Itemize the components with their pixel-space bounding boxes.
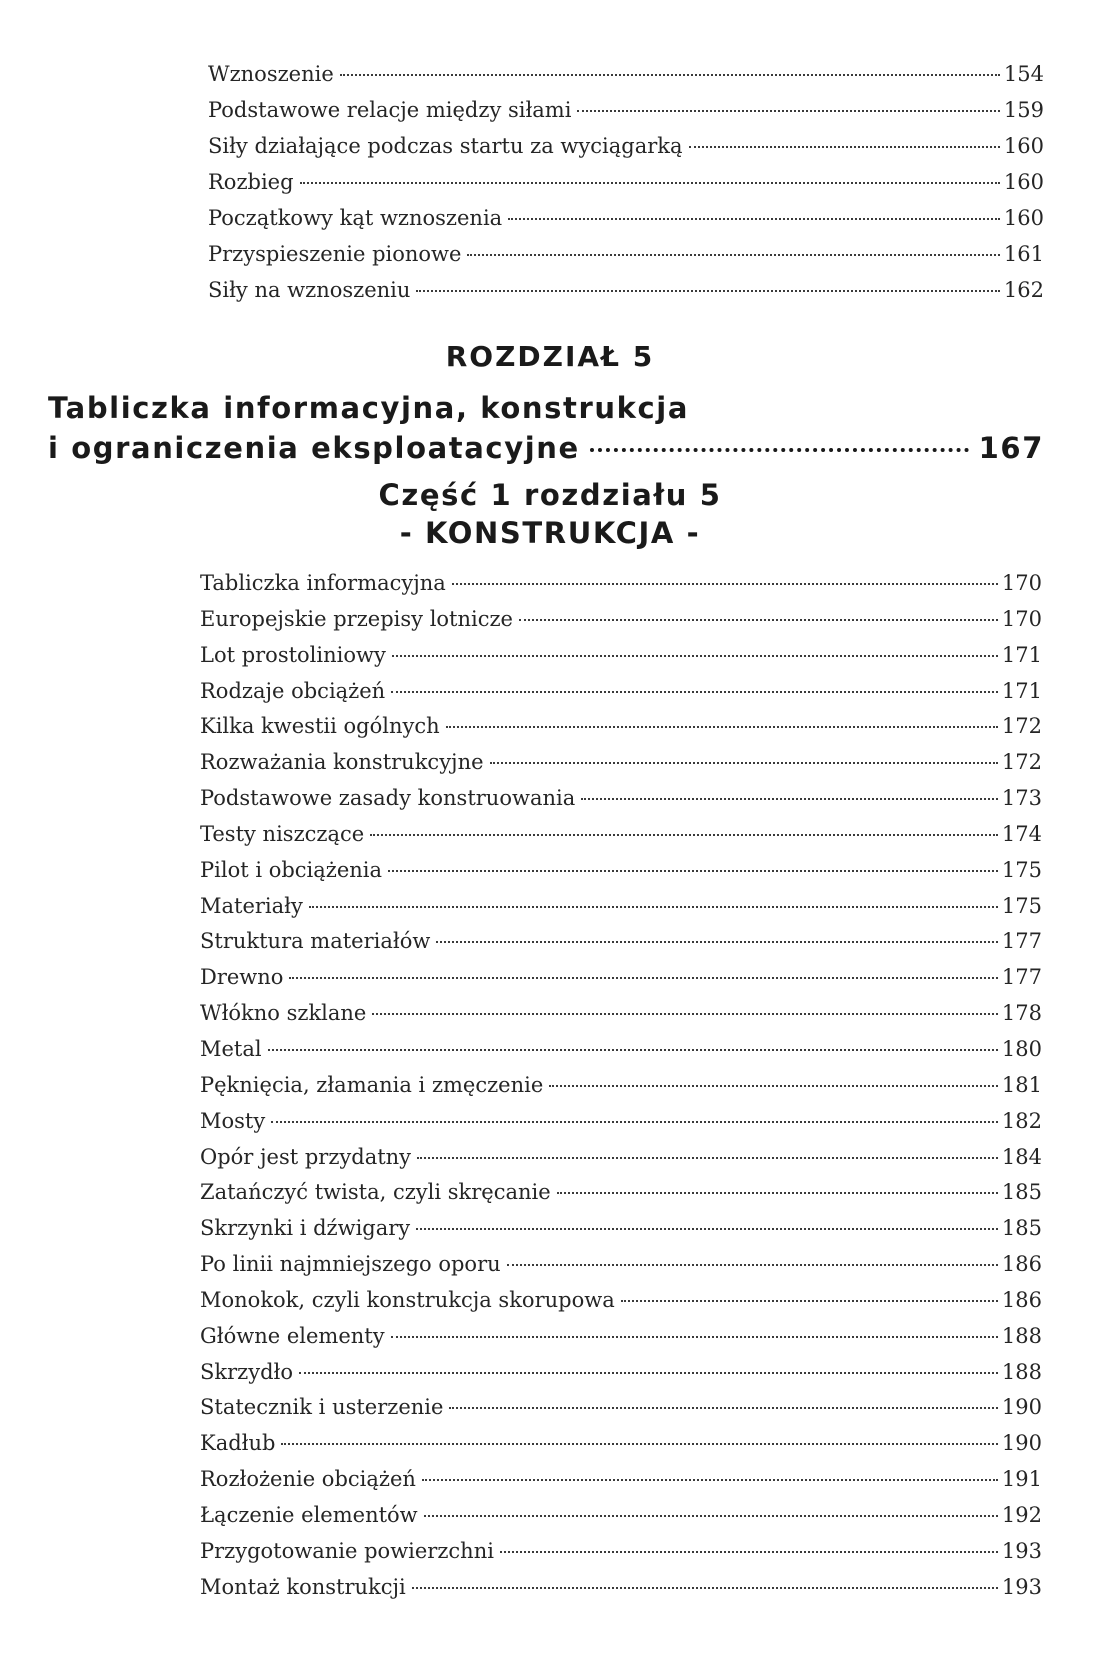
toc-entry-title: Po linii najmniejszego oporu <box>200 1252 501 1277</box>
toc-entry-page-number: 172 <box>1001 714 1042 739</box>
toc-leader-dots <box>340 74 1000 76</box>
toc-entry-title: Zatańczyć twista, czyli skręcanie <box>200 1180 551 1205</box>
toc-entry-page-number: 174 <box>1001 821 1042 846</box>
toc-entry <box>200 817 1042 853</box>
toc-entry-title: Przyspieszenie pionowe <box>208 242 462 266</box>
toc-entry <box>200 1355 1042 1391</box>
toc-leader-dots <box>416 290 999 292</box>
toc-entry <box>200 709 1042 745</box>
part-heading-line2: - KONSTRUKCJA - <box>399 516 701 550</box>
toc-entry <box>200 745 1042 781</box>
toc-entry-page-number: 172 <box>1001 750 1042 775</box>
toc-entry-title: Podstawowe relacje między siłami <box>208 98 572 122</box>
toc-list-construction <box>200 566 1042 1605</box>
toc-entry <box>200 960 1042 996</box>
toc-entry-title: Rozważania konstrukcyjne <box>200 750 484 775</box>
toc-entry-title: Siły na wznoszeniu <box>208 278 411 302</box>
toc-entry-title: Tabliczka informacyjna <box>200 571 446 595</box>
toc-entry-page-number: 170 <box>1001 606 1042 631</box>
toc-leader-dots <box>392 655 998 657</box>
toc-leader-dots <box>424 1515 998 1517</box>
toc-entry-page-number: 171 <box>1001 642 1042 667</box>
toc-entry <box>200 1032 1042 1068</box>
toc-leader-dots <box>490 762 998 764</box>
toc-entry-page-number: 159 <box>1003 98 1044 122</box>
toc-entry <box>200 853 1042 889</box>
toc-entry <box>208 236 1044 272</box>
toc-leader-dots <box>467 254 999 256</box>
toc-entry <box>208 56 1044 92</box>
toc-leader-dots <box>422 1479 998 1481</box>
chapter-title-line2-row <box>48 428 1044 468</box>
toc-entry-title: Główne elementy <box>200 1323 385 1348</box>
toc-entry-page-number: 171 <box>1001 678 1042 703</box>
toc-entry-title: Przygotowanie powierzchni <box>200 1538 494 1563</box>
toc-entry-title: Materiały <box>200 893 303 918</box>
toc-entry <box>200 1175 1042 1211</box>
toc-entry <box>208 92 1044 128</box>
toc-entry-title: Rodzaje obciążeń <box>200 678 386 703</box>
toc-leader-dots <box>557 1192 998 1194</box>
toc-entry <box>200 996 1042 1032</box>
toc-entry-page-number: 161 <box>1003 242 1044 266</box>
toc-entry <box>200 1426 1042 1462</box>
toc-entry <box>200 1140 1042 1176</box>
toc-entry-page-number: 190 <box>1001 1395 1042 1420</box>
toc-entry-page-number: 193 <box>1001 1574 1042 1599</box>
toc-entry-title: Lot prostoliniowy <box>200 642 386 667</box>
toc-entry-title: Początkowy kąt wznoszenia <box>208 206 503 230</box>
toc-entry-page-number: 188 <box>1001 1323 1042 1348</box>
toc-entry-page-number: 162 <box>1003 278 1044 302</box>
toc-leader-dots <box>391 1336 998 1338</box>
toc-entry <box>200 1104 1042 1140</box>
toc-entry-title: Mosty <box>200 1108 266 1133</box>
toc-entry-page-number: 173 <box>1001 786 1042 811</box>
toc-entry-page-number: 170 <box>1001 571 1042 595</box>
toc-leader-dots <box>549 1085 998 1087</box>
toc-entry-page-number: 181 <box>1001 1072 1042 1097</box>
toc-leader-dots <box>271 1121 998 1123</box>
toc-entry-title: Rozbieg <box>208 170 294 194</box>
toc-leader-dots <box>300 182 1000 184</box>
toc-entry-title: Kilka kwestii ogólnych <box>200 714 440 739</box>
chapter-title-line2: i ograniczenia eksploatacyjne <box>48 431 580 465</box>
toc-leader-dots <box>268 1049 998 1051</box>
toc-entry-title: Monokok, czyli konstrukcja skorupowa <box>200 1287 615 1312</box>
toc-leader-dots <box>281 1443 997 1445</box>
toc-leader-dots <box>289 977 997 979</box>
toc-leader-dots <box>689 146 1000 148</box>
toc-leader-dots <box>507 1264 998 1266</box>
toc-entry-page-number: 180 <box>1001 1036 1042 1061</box>
toc-entry <box>200 781 1042 817</box>
toc-entry-page-number: 186 <box>1001 1252 1042 1277</box>
toc-leader-dots <box>416 1228 998 1230</box>
toc-entry-page-number: 185 <box>1001 1180 1042 1205</box>
toc-leader-dots <box>391 691 998 693</box>
toc-entry <box>200 566 1042 602</box>
toc-entry-title: Drewno <box>200 965 284 990</box>
toc-leader-dots <box>452 583 998 585</box>
toc-leader-dots <box>412 1587 998 1589</box>
toc-leader-dots <box>449 1407 997 1409</box>
toc-entry <box>200 1462 1042 1498</box>
toc-entry-page-number: 192 <box>1001 1502 1042 1527</box>
toc-leader-dots <box>372 1013 998 1015</box>
toc-leader-dots <box>417 1157 998 1159</box>
toc-entry <box>208 200 1044 236</box>
chapter-title-line1: Tabliczka informacyjna, konstrukcja <box>48 391 689 425</box>
toc-leader-dots <box>581 798 998 800</box>
chapter-page-number: 167 <box>978 431 1044 465</box>
toc-entry <box>200 1498 1042 1534</box>
toc-entry-title: Skrzynki i dźwigary <box>200 1216 411 1241</box>
part-heading <box>0 476 1100 552</box>
toc-entry <box>200 1247 1042 1283</box>
toc-entry-page-number: 191 <box>1001 1467 1042 1492</box>
toc-entry <box>208 128 1044 164</box>
chapter-leader-dots <box>590 448 969 452</box>
part-heading-line1: Część 1 rozdziału 5 <box>378 478 722 512</box>
toc-entry-title: Podstawowe zasady konstruowania <box>200 786 576 811</box>
toc-leader-dots <box>309 906 998 908</box>
toc-entry-title: Kadłub <box>200 1431 276 1456</box>
toc-entry <box>200 1068 1042 1104</box>
toc-entry-page-number: 186 <box>1001 1287 1042 1312</box>
toc-entry-page-number: 190 <box>1001 1431 1042 1456</box>
toc-entry-page-number: 160 <box>1003 170 1044 194</box>
toc-entry-title: Struktura materiałów <box>200 929 431 954</box>
toc-entry-title: Łączenie elementów <box>200 1502 418 1527</box>
toc-leader-dots <box>446 726 998 728</box>
toc-entry <box>200 1390 1042 1426</box>
toc-leader-dots <box>508 218 1000 220</box>
toc-leader-dots <box>500 1551 998 1553</box>
toc-entry-title: Opór jest przydatny <box>200 1144 412 1169</box>
toc-entry-title: Montaż konstrukcji <box>200 1574 406 1599</box>
toc-entry-title: Wznoszenie <box>208 62 334 86</box>
toc-entry-title: Skrzydło <box>200 1359 293 1384</box>
toc-entry <box>200 602 1042 638</box>
toc-list-previous-chapter <box>208 56 1044 308</box>
toc-entry <box>200 638 1042 674</box>
toc-entry-title: Rozłożenie obciążeń <box>200 1467 416 1492</box>
toc-entry-title: Europejskie przepisy lotnicze <box>200 606 513 631</box>
toc-entry-page-number: 184 <box>1001 1144 1042 1169</box>
toc-entry <box>200 889 1042 925</box>
toc-entry <box>200 1534 1042 1570</box>
toc-leader-dots <box>519 619 998 621</box>
toc-entry-title: Pilot i obciążenia <box>200 857 383 882</box>
toc-leader-dots <box>621 1300 998 1302</box>
toc-entry-title: Pęknięcia, złamania i zmęczenie <box>200 1072 544 1097</box>
toc-entry-title: Metal <box>200 1036 262 1061</box>
toc-leader-dots <box>388 870 998 872</box>
toc-entry <box>200 1283 1042 1319</box>
toc-entry-page-number: 193 <box>1001 1538 1042 1563</box>
toc-entry-page-number: 188 <box>1001 1359 1042 1384</box>
toc-entry-page-number: 175 <box>1001 857 1042 882</box>
toc-entry <box>200 1319 1042 1355</box>
toc-entry-page-number: 175 <box>1001 893 1042 918</box>
toc-entry-title: Statecznik i usterzenie <box>200 1395 444 1420</box>
toc-entry-page-number: 182 <box>1001 1108 1042 1133</box>
toc-leader-dots <box>299 1372 998 1374</box>
toc-leader-dots <box>577 110 999 112</box>
toc-entry-title: Siły działające podczas startu za wyciągarką <box>208 134 683 158</box>
toc-entry-page-number: 177 <box>1001 965 1042 990</box>
toc-entry-page-number: 178 <box>1001 1001 1042 1026</box>
toc-entry-title: Włókno szklane <box>200 1001 367 1026</box>
toc-leader-dots <box>370 834 998 836</box>
toc-entry <box>200 1211 1042 1247</box>
toc-entry <box>200 674 1042 710</box>
toc-entry <box>208 272 1044 308</box>
toc-entry-page-number: 185 <box>1001 1216 1042 1241</box>
toc-entry-page-number: 160 <box>1003 134 1044 158</box>
toc-entry-page-number: 154 <box>1003 62 1044 86</box>
chapter-title <box>48 388 1044 468</box>
toc-entry <box>200 924 1042 960</box>
toc-entry <box>200 1570 1042 1606</box>
toc-entry <box>208 164 1044 200</box>
toc-entry-title: Testy niszczące <box>200 821 365 846</box>
toc-leader-dots <box>436 941 998 943</box>
toc-entry-page-number: 160 <box>1003 206 1044 230</box>
toc-entry-page-number: 177 <box>1001 929 1042 954</box>
chapter-heading: ROZDZIAŁ 5 <box>445 340 655 373</box>
